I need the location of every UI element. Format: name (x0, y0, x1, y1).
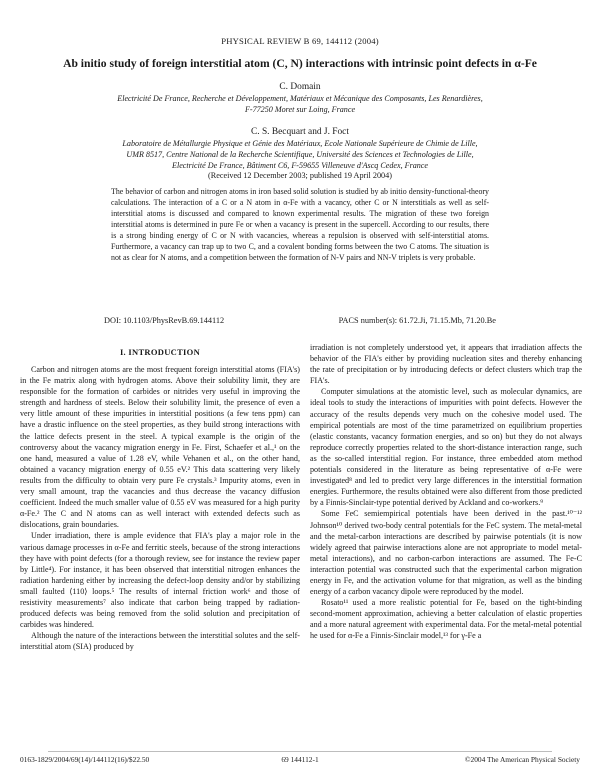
footer-divider (48, 751, 552, 752)
copyright: ©2004 The American Physical Society (464, 755, 580, 764)
affiliation-line: Laboratoire de Métallurgie Physique et Génie des Matériaux, Ecole Nationale Supérieure de Chimie de Lille, (122, 139, 478, 148)
affiliation-line: Electricité De France, Bâtiment C6, F-59655 Villeneuve d'Ascq Cedex, France (172, 160, 428, 170)
author-becquart-foct: C. S. Becquart and J. Foct (251, 127, 349, 137)
paragraph: Rosato¹¹ used a more realistic potential for Fe, based on the tight-binding second-moment approximation, achieving a better calculation of elastic properties and a more natural agreement with experimental data. For the metal-metal potential he used for α-Fe a Finnis-Sinclair model,¹³ for γ-Fe a (310, 598, 582, 641)
paragraph: Under irradiation, there is ample evidence that FIA's play a major role in the various damage processes in α-Fe and ferritic steels, because of the strong interactions they have with point defects (for a thorough review, see for instance the review paper by Little⁴). For instance, it has been observed that interstitial nitrogen enhances the radiation hardening either by increasing the defect-loop density and/or by stabilizing small faulted ⟨110⟩ loops.⁵ The results of internal friction work⁶ and those of resistivity measurements⁷ also indicate that carbon being trapped by radiation-produced defects was being removed from the solid solution and precipitation of carbides was hindered. (20, 531, 300, 630)
received-dates: (Received 12 December 2003; published 19 April 2004) (208, 171, 392, 180)
affiliation-lille (40, 139, 560, 171)
paragraph: Some FeC semiempirical potentials have been derived in the past.¹⁰⁻¹² Johnson¹⁰ derived two-body central potentials for the FeC system. The metal-metal and the metal-carbon interactions are described by pairwise potentials (it is now widely agreed that pairwise interactions alone are not appropriate to model metal-metal interactions), and no carbon-carbon interactions are assumed. The Fe-C interaction potential was constructed such that the experimental carbon migration energy in Fe, and the activation volume for that migration, as well as the binding energy of a carbon vacancy dipole were reproduced by the model. (310, 509, 582, 597)
paragraph: Although the nature of the interactions between the interstitial solutes and the self-interstitial atom (SIA) produced by (20, 631, 300, 652)
affiliation-line: F-77250 Moret sur Loing, France (244, 104, 356, 114)
right-column (310, 342, 582, 642)
affiliation-line: UMR 8517, Centre National de la Recherche Scientifique, Université des Sciences et Technologies de Lille, (126, 149, 474, 159)
left-column (20, 364, 300, 652)
affiliation-edf (40, 94, 560, 116)
journal-header: PHYSICAL REVIEW B 69, 144112 (2004) (221, 36, 379, 46)
paragraph: irradiation is not completely understood yet, it appears that irradiation affects the behavior of the FIA's either by providing nucleation sites and thereby enhancing the rate of precipitation or by introducing defects or defect clusters which trap the FIA's. (310, 343, 582, 386)
page-number: 69 144112-1 (281, 755, 319, 764)
author-domain: C. Domain (279, 82, 321, 92)
pacs-numbers: PACS number(s): 61.72.Ji, 71.15.Mb, 71.20.Be (338, 316, 496, 325)
affiliation-line: Electricité De France, Recherche et Développement, Matériaux et Mécanique des Composants, Les Renardières, (117, 94, 483, 103)
paragraph: Carbon and nitrogen atoms are the most frequent foreign interstitial atoms (FIA's) in the Fe matrix along with hydrogen atoms. Above their solubility limit, they are responsible for the formation of carbides or nitrides very useful in improving the strength and hardness of steels. Below their solubility limit, the presence of even a very little amount of these impurities in interstitial positions (a few tens ppm) can have a drastic influence on the steel properties, as they build strong interactions with the lattice defects present in the steel. A typical example is the origin of the controversy about the vacancy migration energy in Fe. First, Schaefer et al.,¹ on the one hand, measured a value of 1.28 eV, while Vehanen et al., on the other hand, obtained a vacancy migration energy of 0.55 eV.² This data scattering very likely results from the difficulty to obtain very pure Fe crystals.³ Impurity atoms, even in very small amount, trap the vacancies and thus decrease the vacancy diffusion coefficient. Indeed the much smaller value of 0.55 eV was measured for a high purity α-Fe.² The C and N atoms can as well interact with extended defects such as dislocations, grain boundaries. (20, 365, 300, 530)
doi-link[interactable]: DOI: 10.1103/PhysRevB.69.144112 (104, 316, 225, 325)
footer-issn: 0163-1829/2004/69(14)/144112(16)/$22.50 (20, 755, 150, 764)
paragraph: Computer simulations at the atomistic level, such as molecular dynamics, are ideal tools to study the interactions of impurities with point defects. However the accuracy of the results depends very much on the cohesive model used. The empirical potentials are most of the time parametrized on equilibrium properties (elastic constants, vacancy formation energies, and so on) but they do not always reproduce correctly properties related to the short-distance interaction range, such as the so-called interstitial region. For instance, three embedded atom method potentials considered in the literature as being representative of α-Fe were investigated⁸ and led to predict very large differences in the interstitial formation energies. Furthermore, the results obtained were also different from those predicted by a Finnis-Sinclair-type potential derived by Ackland and co-workers.⁹ (310, 387, 582, 508)
section-heading: I. INTRODUCTION (119, 347, 201, 357)
article-title: Ab initio study of foreign interstitial atom (C, N) interactions with intrinsic point defects in α-Fe (63, 57, 537, 70)
abstract: The behavior of carbon and nitrogen atoms in iron based solid solution is studied by ab initio density-functional-theory calculations. The interaction of a C or a N atom in α-Fe with a vacancy, other C or N interstitials as well as self-interstitial atoms is discussed and compared to known experimental results. The migration of these two foreign interstitial atoms is determined in pure Fe or when a vacancy is present in the supercell. According to our results, there is a strong binding energy of C or N with vacancies, whereas a repulsion is observed with self-interstitial atoms. Furthermore, a vacancy can trap up to two C, and a covalent bonding forms between the two C atoms. The situation is not as clear for N atoms, and a competition between the formation of N-V pairs and NN-V triplets is very probable. (111, 187, 489, 262)
